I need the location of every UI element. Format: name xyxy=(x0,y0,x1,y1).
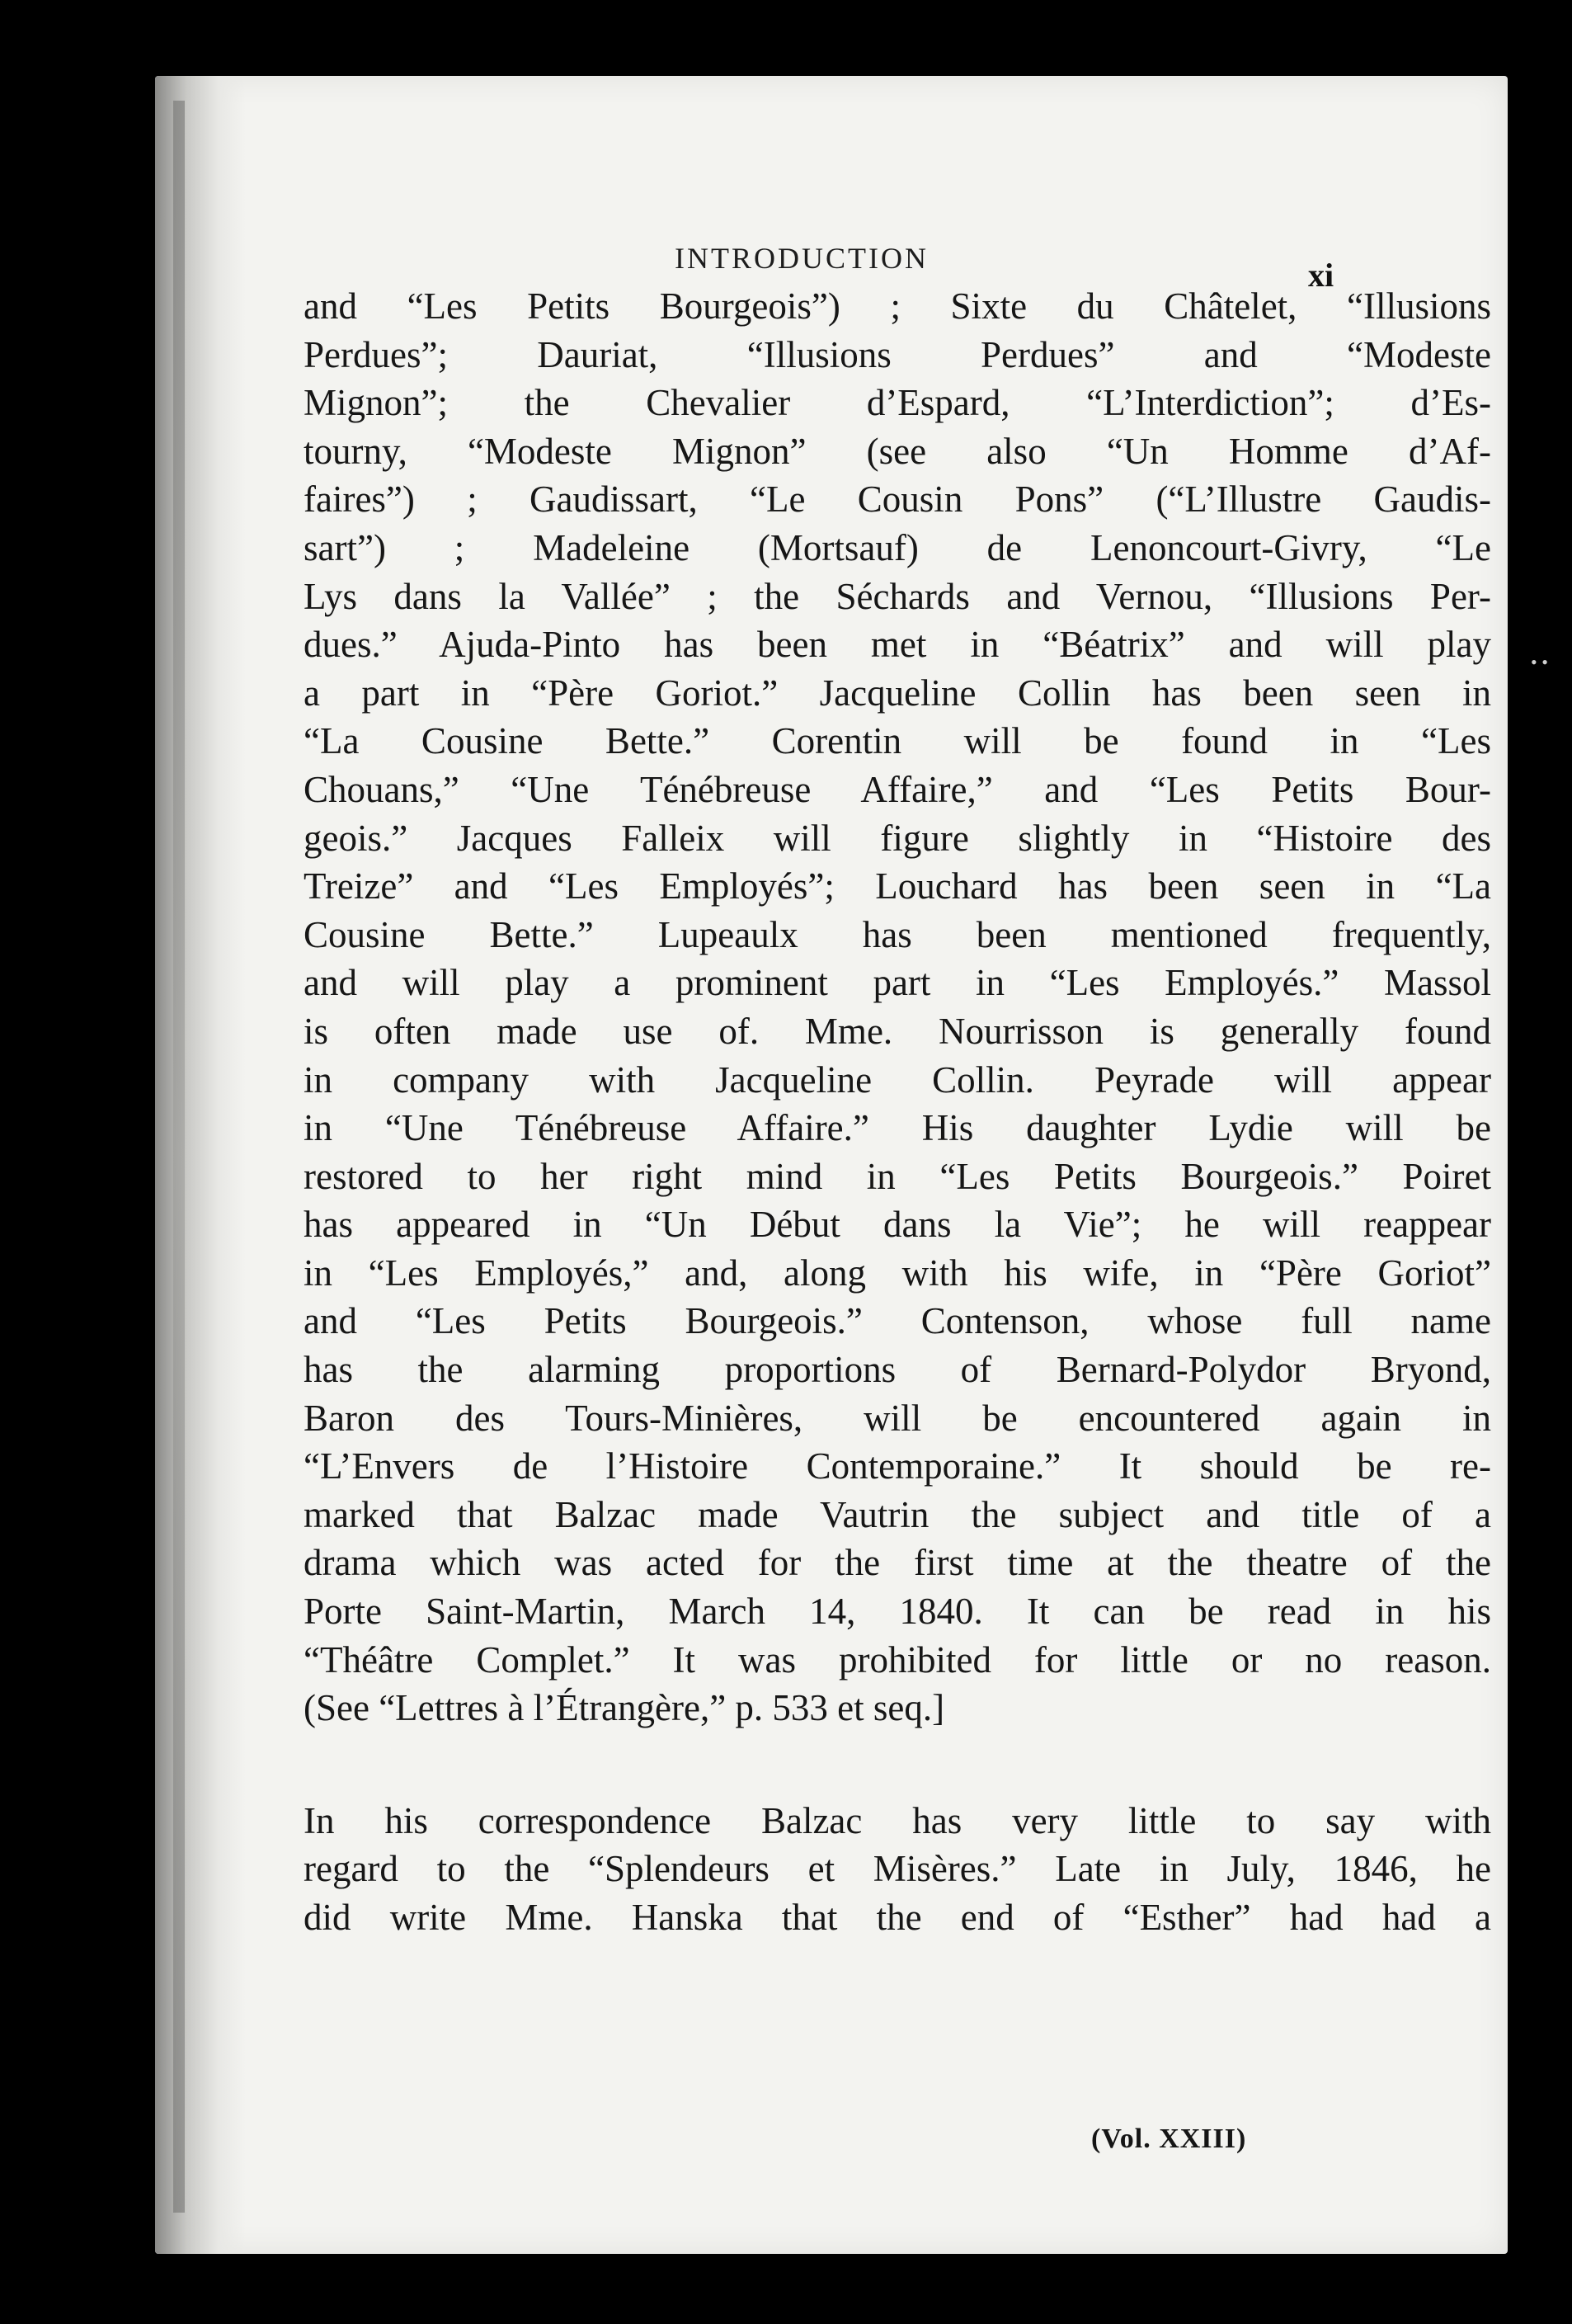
paragraph-2 xyxy=(304,1797,1491,1942)
text-line: faires”) ; Gaudissart, “Le Cousin Pons” (“L’Illustre Gaudis- xyxy=(304,478,1491,521)
page-gutter-shadow xyxy=(155,76,246,2254)
text-line: Baron des Tours-Minières, will be encountered again in xyxy=(304,1397,1491,1439)
text-line: geois.” Jacques Falleix will figure slightly in “Histoire des xyxy=(304,817,1491,859)
text-line: has the alarming proportions of Bernard-Polydor Bryond, xyxy=(304,1349,1491,1391)
text-line: did write Mme. Hanska that the end of “Esther” had had a xyxy=(304,1897,1491,1938)
text-line: in “Les Employés,” and, along with his wife, in “Père Goriot” xyxy=(304,1252,1491,1294)
text-line: Cousine Bette.” Lupeaulx has been mentioned frequently, xyxy=(304,913,1491,955)
text-line: Chouans,” “Une Ténébreuse Affaire,” and “Les Petits Bour- xyxy=(304,768,1491,810)
text-line: marked that Balzac made Vautrin the subject and title of a xyxy=(304,1493,1491,1535)
text-line: and “Les Petits Bourgeois.” Contenson, whose full name xyxy=(304,1300,1491,1342)
text-line: sart”) ; Madeleine (Mortsauf) de Lenoncourt-Givry, “Le xyxy=(304,526,1491,568)
text-line: Mignon”; the Chevalier d’Espard, “L’Interdiction”; d’Es- xyxy=(304,382,1491,424)
text-line: a part in “Père Goriot.” Jacqueline Collin has been seen in xyxy=(304,672,1491,714)
text-line: “La Cousine Bette.” Corentin will be found in “Les xyxy=(304,720,1491,762)
text-line: “L’Envers de l’Histoire Contemporaine.” It should be re- xyxy=(304,1445,1491,1487)
text-line: in company with Jacqueline Collin. Peyrade will appear xyxy=(304,1058,1491,1101)
text-line: and “Les Petits Bourgeois”) ; Sixte du Châtelet, “Illusions xyxy=(304,285,1491,327)
text-line: (See “Lettres à l’Étrangère,” p. 533 et seq.] xyxy=(304,1687,945,1729)
text-line: is often made use of. Mme. Nourrisson is generally found xyxy=(304,1010,1491,1052)
book-page xyxy=(155,76,1508,2254)
volume-signature: (Vol. XXIII) xyxy=(1091,2124,1247,2154)
binding-streak xyxy=(173,101,185,2213)
text-line: regard to the “Splendeurs et Misères.” Late in July, 1846, he xyxy=(304,1848,1491,1890)
page-number: xi xyxy=(1308,257,1334,294)
text-line: Porte Saint-Martin, March 14, 1840. It can be read in his xyxy=(304,1591,1491,1633)
body-text xyxy=(304,282,1491,1942)
text-line: Treize” and “Les Employés”; Louchard has been seen in “La xyxy=(304,865,1491,907)
text-line: restored to her right mind in “Les Petits Bourgeois.” Poiret xyxy=(304,1155,1491,1197)
text-line: Lys dans la Vallée” ; the Séchards and Vernou, “Illusions Per- xyxy=(304,575,1491,617)
text-line: drama which was acted for the first time at the theatre of the xyxy=(304,1542,1491,1584)
text-line: “Théâtre Complet.” It was prohibited for little or no reason. xyxy=(304,1638,1491,1681)
text-line: tourny, “Modeste Mignon” (see also “Un Homme d’Af- xyxy=(304,430,1491,472)
text-line: Perdues”; Dauriat, “Illusions Perdues” and “Modeste xyxy=(304,333,1491,375)
text-line: dues.” Ajuda-Pinto has been met in “Béatrix” and will play xyxy=(304,624,1491,666)
text-line: has appeared in “Un Début dans la Vie”; he will reappear xyxy=(304,1204,1491,1246)
paragraph-gap xyxy=(304,1732,1491,1797)
text-line: and will play a prominent part in “Les Employés.” Massol xyxy=(304,962,1491,1004)
text-line: in “Une Ténébreuse Affaire.” His daughter Lydie will be xyxy=(304,1107,1491,1149)
running-title: INTRODUCTION xyxy=(675,242,929,275)
text-line: In his correspondence Balzac has very little to say with xyxy=(304,1799,1491,1841)
paragraph-1 xyxy=(304,282,1491,1732)
margin-mark: • • xyxy=(1531,652,1548,672)
